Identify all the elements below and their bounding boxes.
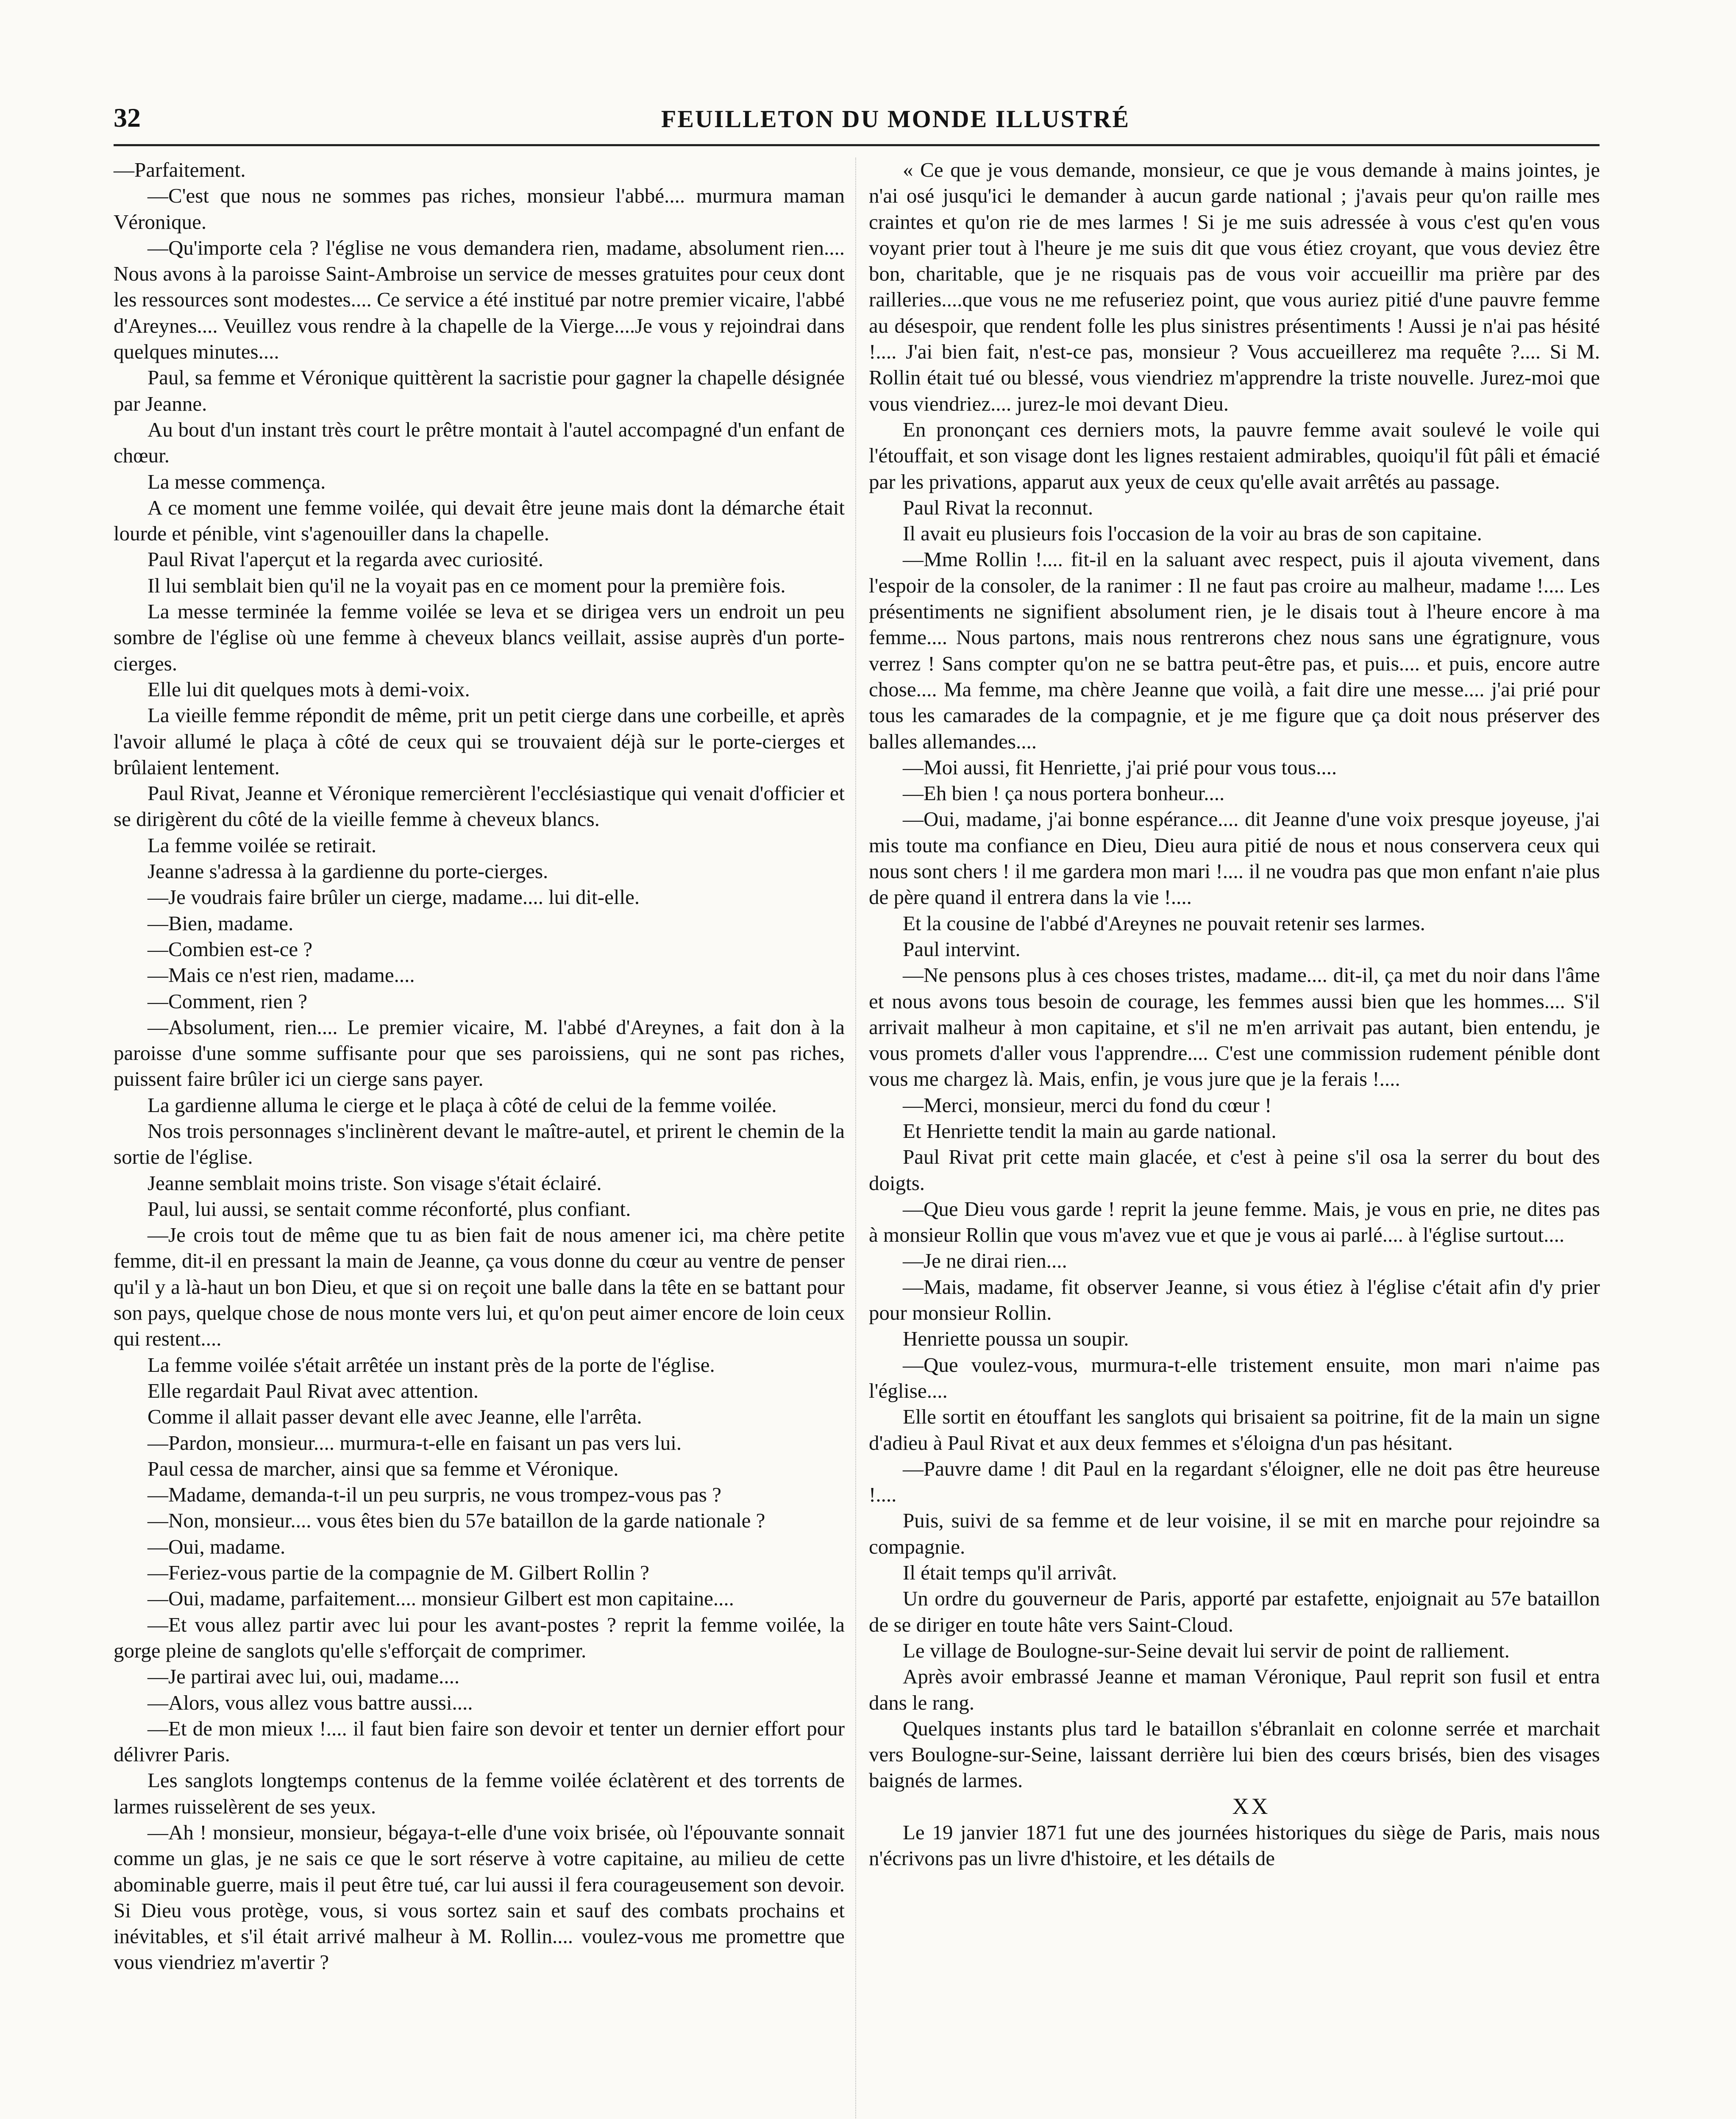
paragraph: —Mais ce n'est rien, madame.... (147, 963, 415, 987)
paragraph: La messe terminée la femme voilée se leva et se dirigea vers un endroit un peu sombre de l'église où une femme à cheveux blancs veillait, assise auprès d'un porte-cierges. (114, 600, 845, 675)
paragraph: Paul, lui aussi, se sentait comme réconforté, plus confiant. (147, 1197, 631, 1221)
paragraph: Elle sortit en étouffant les sanglots qui brisaient sa poitrine, fit de la main un signe d'adieu à Paul Rivat et aux deux femmes et s'éloigna d'un pas hésitant. (869, 1405, 1600, 1454)
paragraph: Comme il allait passer devant elle avec Jeanne, elle l'arrêta. (147, 1405, 642, 1429)
paragraph: Paul intervint. (903, 937, 1021, 961)
section-opening-paragraph: Le 19 janvier 1871 fut une des journées historiques du siège de Paris, mais nous n'écrivons pas un livre d'histoire, et les détails de (869, 1821, 1600, 1870)
paragraph: Il avait eu plusieurs fois l'occasion de la voir au bras de son capitaine. (903, 522, 1482, 545)
paragraph: —Et vous allez partir avec lui pour les avant-postes ? reprit la femme voilée, la gorge pleine de sanglots qu'elle s'efforçait de comprimer. (114, 1613, 845, 1662)
paragraph: —Je voudrais faire brûler un cierge, madame.... lui dit-elle. (147, 885, 640, 909)
paragraph: —Bien, madame. (147, 911, 294, 935)
right-column-paragraphs (869, 157, 1600, 1794)
paragraph: Le village de Boulogne-sur-Seine devait lui servir de point de ralliement. (903, 1638, 1510, 1662)
paragraph: —Je ne dirai rien.... (903, 1249, 1067, 1273)
paragraph: —Absolument, rien.... Le premier vicaire, M. l'abbé d'Areynes, a fait don à la paroisse d'une somme suffisante pour que ses paroissiens, qui ne sont pas riches, puissent faire brûler ici un cierge sans payer. (114, 1015, 845, 1091)
header-rule (114, 144, 1600, 146)
paragraph: —Pauvre dame ! dit Paul en la regardant s'éloigner, elle ne doit pas être heureuse !.... (869, 1457, 1600, 1507)
paragraph: Au bout d'un instant très court le prêtre montait à l'autel accompagné d'un enfant de chœur. (114, 417, 845, 467)
paragraph: Un ordre du gouverneur de Paris, apporté par estafette, enjoignait au 57e bataillon de se diriger en toute hâte vers Saint-Cloud. (869, 1587, 1600, 1636)
paragraph: Puis, suivi de sa femme et de leur voisine, il se mit en marche pour rejoindre sa compagnie. (869, 1509, 1600, 1558)
paragraph: —Ah ! monsieur, monsieur, bégaya-t-elle d'une voix brisée, où l'épouvante sonnait comme un glas, je ne sais ce que le sort réserve à votre capitaine, au milieu de cette abominable guerre, mais il peut être tué, car lui aussi il fera courageusement son devoir. Si Dieu vous protège, vous, si vous sortez sain et sauf des combats prochains et inévitables, et s'il était arrivé malheur à M. Rollin.... voulez-vous me promettre que vous viendriez m'avertir ? (114, 1821, 845, 1974)
paragraph: Paul Rivat, Jeanne et Véronique remercièrent l'ecclésiastique qui venait d'officier et se dirigèrent du côté de la vieille femme à cheveux blancs. (114, 781, 845, 831)
paragraph: Paul, sa femme et Véronique quittèrent la sacristie pour gagner la chapelle désignée par Jeanne. (114, 366, 845, 415)
paragraph: Jeanne semblait moins triste. Son visage s'était éclairé. (147, 1171, 602, 1195)
column-divider (855, 158, 856, 2119)
section-heading: XX (1232, 1793, 1271, 1819)
paragraph: Elle regardait Paul Rivat avec attention. (147, 1379, 479, 1402)
paragraph: —Oui, madame, parfaitement.... monsieur Gilbert est mon capitaine.... (147, 1587, 734, 1610)
paragraph: —Eh bien ! ça nous portera bonheur.... (903, 781, 1225, 805)
paragraph: —Que voulez-vous, murmura-t-elle tristement ensuite, mon mari n'aime pas l'église.... (869, 1353, 1600, 1402)
paragraph: —Oui, madame, j'ai bonne espérance.... dit Jeanne d'une voix presque joyeuse, j'ai mis toute ma confiance en Dieu, Dieu aura pitié de nous et nous conservera ceux qui nous sont chers ! il me gardera mon mari !.... il ne voudra pas que mon enfant n'aie plus de père quand il entrera dans la vie !.... (869, 807, 1600, 909)
paragraph: La femme voilée se retirait. (147, 833, 377, 857)
paragraph: —Non, monsieur.... vous êtes bien du 57e bataillon de la garde nationale ? (147, 1509, 765, 1532)
paragraph: —Oui, madame. (147, 1535, 286, 1558)
paragraph: Et la cousine de l'abbé d'Areynes ne pouvait retenir ses larmes. (903, 911, 1425, 935)
running-head-title: FEUILLETON DU MONDE ILLUSTRÉ (661, 105, 1130, 133)
column-left (114, 157, 845, 1975)
paragraph: —Alors, vous allez vous battre aussi.... (147, 1691, 473, 1714)
paragraph: Nos trois personnages s'inclinèrent devant le maître-autel, et prirent le chemin de la sortie de l'église. (114, 1119, 845, 1169)
paragraph: —Qu'importe cela ? l'église ne vous demandera rien, madame, absolument rien.... Nous avons à la paroisse Saint-Ambroise un service de messes gratuites pour ceux dont les ressources sont modestes.... Ce service a été institué par notre premier vicaire, l'abbé d'Areynes.... Veuillez vous rendre à la chapelle de la Vierge....Je vous y rejoindrai dans quelques minutes.... (114, 236, 845, 364)
paragraph: —Moi aussi, fit Henriette, j'ai prié pour vous tous.... (903, 755, 1337, 779)
paragraph: Paul cessa de marcher, ainsi que sa femme et Véronique. (147, 1457, 619, 1480)
paragraph: Il était temps qu'il arrivât. (903, 1561, 1117, 1585)
paragraph: Quelques instants plus tard le bataillon s'ébranlait en colonne serrée et marchait vers Boulogne-sur-Seine, laissant derrière lui bien des cœurs brisés, bien des visages baignés de larmes. (869, 1716, 1600, 1792)
paragraph: La gardienne alluma le cierge et le plaça à côté de celui de la femme voilée. (147, 1093, 777, 1117)
column-right (869, 157, 1600, 1872)
paragraph: En prononçant ces derniers mots, la pauvre femme avait soulevé le voile qui l'étouffait, et son visage dont les lignes restaient admirables, quoiqu'il fût pâli et émacié par les privations, apparut aux yeux de ceux qu'elle avait arrêtés au passage. (869, 417, 1600, 493)
paragraph: Paul Rivat prit cette main glacée, et c'est à peine s'il osa la serrer du bout des doigts. (869, 1145, 1600, 1195)
paragraph: Et Henriette tendit la main au garde national. (903, 1119, 1277, 1143)
page-number: 32 (114, 103, 141, 133)
paragraph: —Mais, madame, fit observer Jeanne, si vous étiez à l'église c'était afin d'y prier pour monsieur Rollin. (869, 1275, 1600, 1325)
paragraph: La vieille femme répondit de même, prit un petit cierge dans une corbeille, et après l'avoir allumé le plaça à côté de ceux qui se trouvaient déjà sur le porte-cierges et brûlaient lentement. (114, 704, 845, 779)
paragraph: —Et de mon mieux !.... il faut bien faire son devoir et tenter un dernier effort pour délivrer Paris. (114, 1716, 845, 1766)
paragraph: —Merci, monsieur, merci du fond du cœur ! (903, 1093, 1272, 1117)
paragraph: « Ce que je vous demande, monsieur, ce que je vous demande à mains jointes, je n'ai osé jusqu'ici le demander à aucun garde national ; j'avais peur qu'on raille mes craintes et qu'on rie de mes larmes ! Si je me suis adressée à vous c'est qu'en vous voyant prier tout à l'heure je me suis dit que vous étiez croyant, que vous deviez être bon, charitable, que je ne risquais pas de vous voir accueillir ma prière par des railleries....que vous ne me refuseriez point, que vous auriez pitié d'une pauvre femme au désespoir, que rendent folle les plus sinistres présentiments ! Aussi je n'ai pas hésité !.... J'ai bien fait, n'est-ce pas, monsieur ? Vous accueillerez ma requête ?.... Si M. Rollin était tué ou blessé, vous viendriez m'apprendre la triste nouvelle. Jurez-moi que vous viendriez.... jurez-le moi devant Dieu. (869, 158, 1600, 415)
paragraph: —Comment, rien ? (147, 989, 307, 1013)
paragraph: —Ne pensons plus à ces choses tristes, madame.... dit-il, ça met du noir dans l'âme et nous avons tous besoin de courage, les femmes aussi bien que les hommes.... S'il arrivait malheur à mon capitaine, et s'il ne m'en arrivait pas autant, bien entendu, je vous promets d'aller vous l'apprendre.... C'est une commission rudement pénible dont vous me chargez là. Mais, enfin, je vous jure que je la ferais !.... (869, 963, 1600, 1091)
paragraph: Après avoir embrassé Jeanne et maman Véronique, Paul reprit son fusil et entra dans le rang. (869, 1665, 1600, 1714)
paragraph: A ce moment une femme voilée, qui devait être jeune mais dont la démarche était lourde et pénible, vint s'agenouiller dans la chapelle. (114, 495, 845, 545)
paragraph: —Je crois tout de même que tu as bien fait de nous amener ici, ma chère petite femme, dit-il en pressant la main de Jeanne, ça vous donne du cœur au ventre de penser qu'il y a là-haut un bon Dieu, et que si on reçoit une balle dans la tête en se battant pour son pays, quelque chose de nous monte vers lui, et qu'on peut aimer encore de loin ceux qui restent.... (114, 1223, 845, 1351)
paragraph: Henriette poussa un soupir. (903, 1327, 1129, 1351)
paragraph: Les sanglots longtemps contenus de la femme voilée éclatèrent et des torrents de larmes ruisselèrent de ses yeux. (114, 1769, 845, 1818)
paragraph: Elle lui dit quelques mots à demi-voix. (147, 677, 470, 701)
paragraph: —Madame, demanda-t-il un peu surpris, ne vous trompez-vous pas ? (147, 1483, 721, 1507)
paragraph: —Combien est-ce ? (147, 937, 313, 961)
paragraph: La messe commença. (147, 470, 326, 493)
paragraph: —Que Dieu vous garde ! reprit la jeune femme. Mais, je vous en prie, ne dites pas à monsieur Rollin que vous m'avez vue et que je vous ai parlé.... à l'église surtout.... (869, 1197, 1600, 1247)
paragraph: Paul Rivat l'aperçut et la regarda avec curiosité. (147, 548, 543, 571)
paragraph: —Mme Rollin !.... fit-il en la saluant avec respect, puis il ajouta vivement, dans l'espoir de la consoler, de la ranimer : Il ne faut pas croire au malheur, madame !.... Les présentiments ne signifient absolument rien, je le disais tout à l'heure encore à ma femme.... Nous partons, mais nous rentrerons chez nous sans une égratignure, vous verrez ! Sans compter qu'on ne se battra peut-être pas, et puis.... et puis, encore autre chose.... Ma femme, ma chère Jeanne que voilà, a fait dire une messe.... j'ai prié pour tous les camarades de la compagnie, et je me figure que ça doit nous préserver des balles allemandes.... (869, 548, 1600, 753)
paragraph: —Parfaitement. (114, 158, 246, 181)
paragraph: Paul Rivat la reconnut. (903, 495, 1093, 519)
paragraph: —C'est que nous ne sommes pas riches, monsieur l'abbé.... murmura maman Véronique. (114, 184, 845, 234)
paragraph: Jeanne s'adressa à la gardienne du porte-cierges. (147, 859, 548, 883)
paragraph: —Feriez-vous partie de la compagnie de M. Gilbert Rollin ? (147, 1561, 649, 1585)
paragraph: La femme voilée s'était arrêtée un instant près de la porte de l'église. (147, 1353, 715, 1377)
paragraph: —Je partirai avec lui, oui, madame.... (147, 1665, 460, 1688)
paragraph: Il lui semblait bien qu'il ne la voyait pas en ce moment pour la première fois. (147, 573, 786, 597)
paragraph: —Pardon, monsieur.... murmura-t-elle en faisant un pas vers lui. (147, 1431, 682, 1454)
